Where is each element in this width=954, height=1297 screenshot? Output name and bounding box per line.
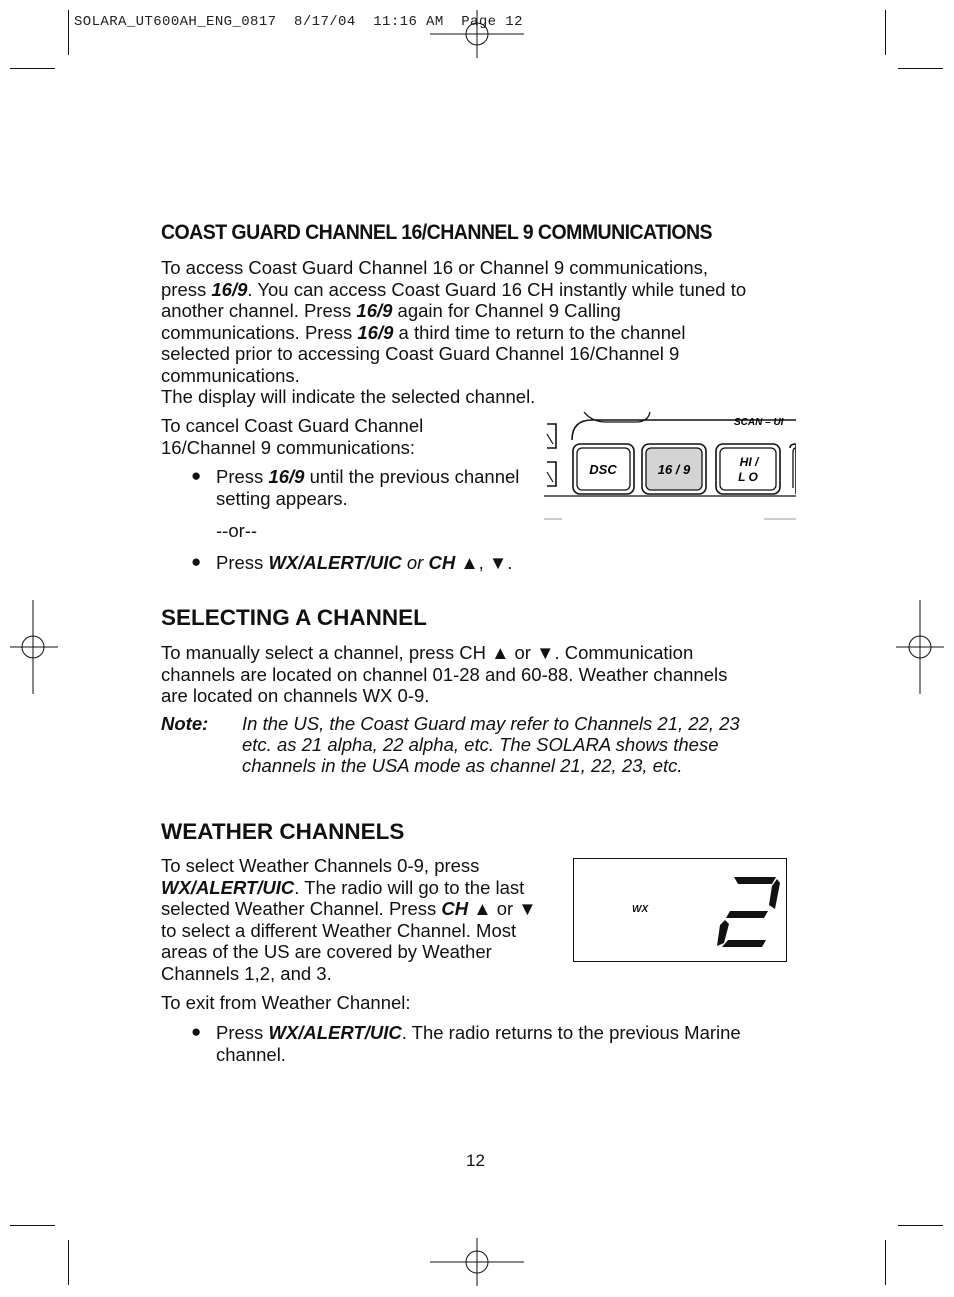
text-line: Press WX/ALERT/UIC. The radio returns to the previous Marine <box>216 1022 741 1043</box>
registration-mark-right <box>896 600 944 694</box>
radio-button-panel-illustration <box>544 412 796 524</box>
text-line: are located on channels WX 0-9. <box>161 685 430 706</box>
note-text <box>242 713 802 776</box>
text-line: 16/Channel 9 communications: <box>161 436 416 458</box>
text-line: selected prior to accessing Coast Guard Channel 16/Channel 9 <box>161 343 680 364</box>
text-line: Press WX/ALERT/UIC or CH ▲, ▼. <box>216 552 513 573</box>
registration-mark-left <box>10 600 58 694</box>
emphasis-key: 16/9 <box>356 300 393 321</box>
bullet-exit-weather <box>216 1022 796 1065</box>
text-line: Channels 1,2, and 3. <box>161 962 332 984</box>
emphasis-key: WX/ALERT/UIC <box>268 1022 402 1043</box>
crop-mark <box>10 68 55 69</box>
scan-label: SCAN – UI <box>734 417 784 428</box>
section-heading-selecting-channel: SELECTING A CHANNEL <box>161 605 427 630</box>
registration-mark-top <box>430 10 524 58</box>
crop-mark <box>898 68 943 69</box>
hi-lo-button-label-top: HI / <box>739 455 759 469</box>
hi-lo-button-label-bottom: L O <box>738 470 758 484</box>
text-line: selected Weather Channel. Press CH ▲ or ▼ <box>161 898 537 919</box>
emphasis-key: 16/9 <box>211 278 248 300</box>
text-line: To select Weather Channels 0-9, press <box>161 855 480 876</box>
text-line: channels in the USA mode as channel 21, 22, 23, etc. <box>242 755 683 776</box>
text-line: to select a different Weather Channel. Most <box>161 919 517 941</box>
emphasis-key: WX/ALERT/UIC <box>268 552 402 573</box>
wx-indicator: WX <box>632 904 649 915</box>
text-line: areas of the US are covered by Weather <box>161 941 492 962</box>
text-line: WX/ALERT/UIC. The radio will go to the last <box>161 876 525 898</box>
text-line: etc. as 21 alpha, 22 alpha, etc. The SOLARA shows these <box>242 734 719 755</box>
section-heading-weather-channels: WEATHER CHANNELS <box>161 819 405 844</box>
coast-guard-paragraph <box>161 257 801 408</box>
text-line: Press 16/9 until the previous channel <box>216 466 520 487</box>
weather-channels-paragraph <box>161 855 571 984</box>
lcd-seven-segment-digit <box>714 871 786 951</box>
16-9-button-label: 16 / 9 <box>657 462 691 477</box>
bullet-press-wx-alert <box>216 552 512 574</box>
text-line: setting appears. <box>216 487 348 509</box>
bullet-glyph: ● <box>191 466 202 485</box>
crop-mark <box>10 1225 55 1226</box>
text-line: channel. <box>216 1043 286 1065</box>
bullet-press-16-9 <box>216 466 519 509</box>
lcd-digit-value: 2 <box>714 871 715 872</box>
text-line: communications. <box>161 364 300 386</box>
text-line: press 16/9. You can access Coast Guard 16 CH instantly while tuned to <box>161 278 747 300</box>
page-number: 12 <box>466 1151 485 1170</box>
print-slug: SOLARA_UT600AH_ENG_0817 8/17/04 11:16 AM Page 12 <box>74 14 523 30</box>
crop-mark <box>885 10 886 55</box>
lcd-display-illustration <box>573 858 787 962</box>
crop-mark <box>885 1240 886 1285</box>
text-line: To cancel Coast Guard Channel <box>161 415 424 436</box>
cancel-instruction <box>161 415 521 458</box>
crop-mark <box>68 1240 69 1285</box>
text-line: communications. Press 16/9 a third time to return to the channel <box>161 321 686 343</box>
text-line: another channel. Press 16/9 again for Channel 9 Calling <box>161 300 621 321</box>
text-line: In the US, the Coast Guard may refer to Channels 21, 22, 23 <box>242 713 740 734</box>
text-line: The display will indicate the selected channel. <box>161 386 536 407</box>
registration-mark-bottom <box>430 1238 524 1286</box>
text-line: To access Coast Guard Channel 16 or Channel 9 communications, <box>161 257 709 278</box>
crop-mark <box>68 10 69 55</box>
emphasis-key: 16/9 <box>268 466 305 487</box>
emphasis-key: CH <box>441 898 469 919</box>
text-line: To manually select a channel, press CH ▲ or ▼. Communication <box>161 642 694 663</box>
exit-weather-label: To exit from Weather Channel: <box>161 992 411 1013</box>
section-heading-coast-guard: COAST GUARD CHANNEL 16/CHANNEL 9 COMMUNICATIONS <box>161 221 713 244</box>
bullet-glyph: ● <box>191 552 202 571</box>
note-label: Note: <box>161 713 209 734</box>
italic-text: or <box>401 552 429 573</box>
selecting-channel-paragraph <box>161 642 801 707</box>
emphasis-key: WX/ALERT/UIC <box>161 876 295 898</box>
dsc-button-label: DSC <box>589 462 617 477</box>
or-separator: --or-- <box>216 520 258 541</box>
bullet-glyph: ● <box>191 1022 202 1041</box>
crop-mark <box>898 1225 943 1226</box>
emphasis-key: CH <box>428 552 456 573</box>
emphasis-key: 16/9 <box>357 321 394 343</box>
text-line: channels are located on channel 01-28 and 60-88. Weather channels <box>161 663 728 685</box>
